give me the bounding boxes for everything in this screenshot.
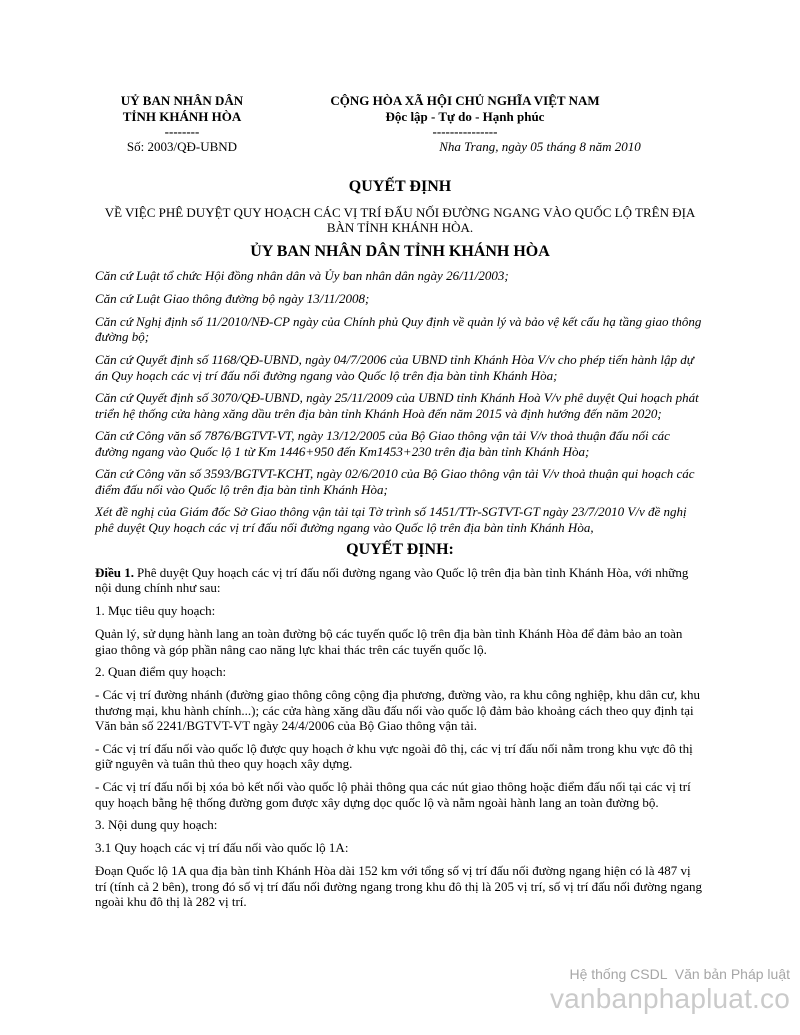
watermark-domain: vanbanphapluat.co [549,983,790,1014]
agency-divider: -------- [164,124,200,139]
watermark-caption: Hệ thống CSDL Văn bản Pháp luật [569,966,790,982]
document-number: Số: 2003/QĐ-UBND [126,139,238,154]
national-motto: Độc lập - Tự do - Hạnh phúc [385,109,545,124]
decision-title: QUYẾT ĐỊNH [348,178,452,195]
preamble-7-line: điểm đấu nối vào Quốc lộ trên địa bàn tỉnh Khánh Hòa; [95,482,388,497]
decision-heading: QUYẾT ĐỊNH: [346,541,454,558]
preamble-4-line: án Quy hoạch các vị trí đấu nối đường ngang vào Quốc lộ trên địa bàn tỉnh Khánh Hòa; [95,368,558,383]
section-1-text-line: Quản lý, sử dụng hành lang an toàn đường bộ các tuyến quốc lộ trên địa bàn tỉnh Khánh Hòa để đảm bảo an toàn [95,626,683,641]
section-2-point-1-line: Văn bản số 2241/BGTVT-VT ngày 24/4/2006 của Bộ Giao thông vận tải. [95,718,478,733]
section-3-heading: 3. Nội dung quy hoạch: [95,817,218,832]
decision-subject-line: VỀ VIỆC PHÊ DUYỆT QUY HOẠCH CÁC VỊ TRÍ ĐẤU NỐI ĐƯỜNG NGANG VÀO QUỐC LỘ TRÊN ĐỊA [104,205,696,220]
preamble-4-line: Căn cứ Quyết định số 1168/QĐ-UBND, ngày 04/7/2006 của UBND tỉnh Khánh Hòa V/v cho phép tiến hành lập dự [95,352,694,367]
section-3-1-text-line: trí (tính cả 2 bên), trong đó số vị trí đấu nối đường ngang trong khu đô thị là 205 vị trí, số vị trí đấu nối đường ngang [95,879,702,894]
preamble-7-line: Căn cứ Công văn số 3593/BGTVT-KCHT, ngày 02/6/2010 của Bộ Giao thông vận tải V/v thoả thuận qui hoạch các [95,466,695,481]
article-1-label: Điều 1. [95,565,134,580]
issuing-agency-line2: TỈNH KHÁNH HÒA [122,109,242,124]
section-2-point-3-line: quy hoạch bằng hệ thống đường gom được xây dựng dọc quốc lộ và nằm ngoài hành lang an toàn đường bộ. [95,795,659,810]
article-1-intro-line: nội dung chính như sau: [95,580,221,595]
section-1-text-line: giao thông và góp phần nâng cao năng lực khai thác trên các tuyến quốc lộ. [95,642,487,657]
preamble-1-line: Căn cứ Luật tổ chức Hội đồng nhân dân và Ủy ban nhân dân ngày 26/11/2003; [95,268,509,283]
preamble-3-line: đường bộ; [95,329,150,344]
section-3-1-text-line: ngoài khu đô thị là 282 vị trí. [95,894,247,909]
section-2-point-2-line: giữ nguyên và tuân thủ theo quy hoạch xây dựng. [95,756,353,771]
preamble-6-line: đường ngang vào Quốc lộ 1 từ Km 1446+950 đến Km1453+230 trên địa bàn tỉnh Khánh Hòa; [95,444,590,459]
issuing-authority: ỦY BAN NHÂN DÂN TỈNH KHÁNH HÒA [250,243,550,260]
preamble-8-line: phê duyệt Quy hoạch các vị trí đấu nối đường ngang vào Quốc lộ trên địa bàn tỉnh Khánh Hòa, [95,520,594,535]
section-3-1-heading: 3.1 Quy hoạch các vị trí đấu nối vào quốc lộ 1A: [95,840,349,855]
section-2-point-2-line: - Các vị trí đấu nối vào quốc lộ được quy hoạch ở khu vực ngoài đô thị, các vị trí đấu nối nằm trong khu vực đô thị [95,741,693,756]
preamble-8-line: Xét đề nghị của Giám đốc Sở Giao thông vận tải tại Tờ trình số 1451/TTr-SGTVT-GT ngày 23/7/2010 V/v đề nghị [95,504,687,519]
issuing-agency-line1: UỶ BAN NHÂN DÂN [120,93,244,108]
article-1-intro-text: Phê duyệt Quy hoạch các vị trí đấu nối đường ngang vào Quốc lộ trên địa bàn tỉnh Khánh Hòa, với những [137,565,689,580]
section-2-point-1-line: thương mại, khu hành chính...); các cửa hàng xăng dầu đấu nối vào quốc lộ đảm bảo khoảng cách theo quy định tại [95,703,694,718]
section-2-heading: 2. Quan điểm quy hoạch: [95,664,227,679]
article-1-intro-line [95,565,688,581]
section-2-point-3-line: - Các vị trí đấu nối bị xóa bỏ kết nối vào quốc lộ phải thông qua các nút giao thông hoặc điểm đấu nối tại các vị trí [95,779,691,794]
place-and-date: Nha Trang, ngày 05 tháng 8 năm 2010 [439,139,641,154]
preamble-5-line: Căn cứ Quyết định số 3070/QĐ-UBND, ngày 25/11/2009 của UBND tỉnh Khánh Hoà V/v phê duyệt Qui hoạch phát [95,390,699,405]
decision-subject-line: BÀN TỈNH KHÁNH HÒA. [326,220,474,235]
section-2-point-1-line: - Các vị trí đường nhánh (đường giao thông công cộng địa phương, đường vào, ra khu công nghiệp, khu dân cư, khu [95,687,701,702]
preamble-2-line: Căn cứ Luật Giao thông đường bộ ngày 13/11/2008; [95,291,370,306]
section-3-1-text-line: Đoạn Quốc lộ 1A qua địa bàn tỉnh Khánh Hòa dài 152 km với tổng số vị trí đấu nối đường ngang hiện có là 487 vị [95,863,691,878]
preamble-6-line: Căn cứ Công văn số 7876/BGTVT-VT, ngày 13/12/2005 của Bộ Giao thông vận tải V/v thoả thuận đấu nối các [95,428,670,443]
national-title: CỘNG HÒA XÃ HỘI CHỦ NGHĨA VIỆT NAM [330,93,600,108]
section-1-heading: 1. Mục tiêu quy hoạch: [95,603,216,618]
preamble-5-line: triển hệ thống cửa hàng xăng dầu trên địa bàn tỉnh Khánh Hoà đến năm 2015 và định hướng đến năm 2020; [95,406,662,421]
motto-divider: --------------- [432,124,498,139]
preamble-3-line: Căn cứ Nghị định số 11/2010/NĐ-CP ngày của Chính phủ Quy định về quản lý và bảo vệ kết cấu hạ tầng giao thông [95,314,702,329]
